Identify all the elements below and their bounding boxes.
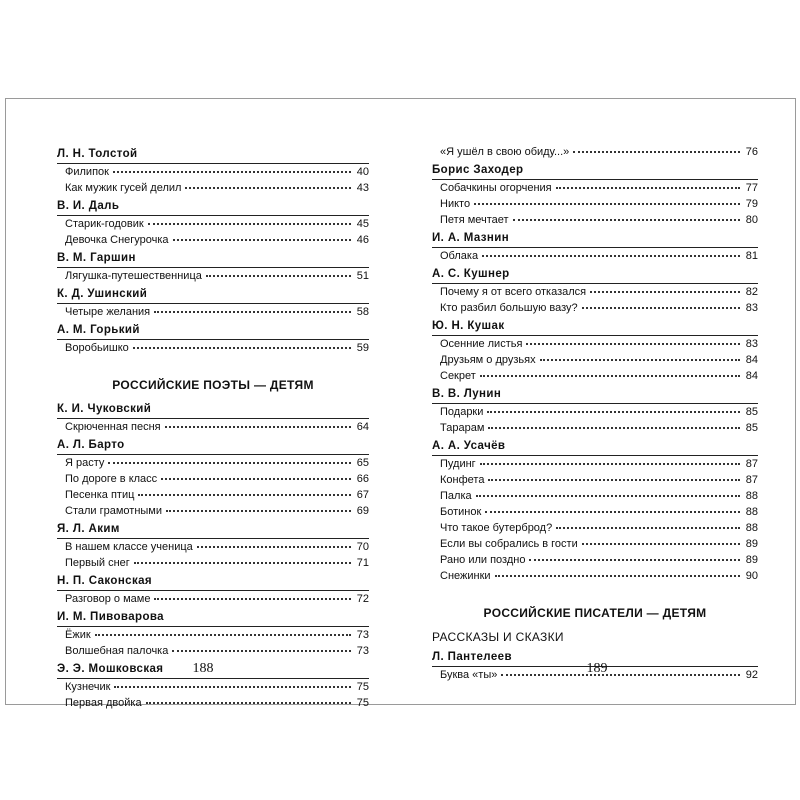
dot-leader — [166, 510, 351, 512]
entry-title: Тарарам — [440, 422, 485, 434]
author-name: В. И. Даль — [57, 200, 120, 212]
dot-leader — [138, 494, 351, 496]
toc-entry — [57, 232, 369, 248]
toc-entry — [57, 180, 369, 196]
entry-page-number: 82 — [745, 286, 758, 298]
entry-title: Песенка птиц — [65, 489, 135, 501]
entry-page-number: 81 — [745, 250, 758, 262]
entry-title: Ёжик — [65, 629, 91, 641]
toc-entry — [57, 539, 369, 555]
dot-leader — [154, 311, 351, 313]
toc-entry — [57, 487, 369, 503]
author-group — [57, 574, 369, 607]
dot-leader — [165, 426, 351, 428]
entry-page-number: 84 — [745, 354, 758, 366]
dot-leader — [513, 219, 740, 221]
right-lead-entries — [432, 144, 758, 160]
entry-title: Старик-годовик — [65, 218, 144, 230]
author-name: А. М. Горький — [57, 324, 140, 336]
entry-title: Стали грамотными — [65, 505, 163, 517]
entry-page-number: 67 — [356, 489, 369, 501]
entry-title: В нашем классе ученица — [65, 541, 193, 553]
author-group — [432, 439, 758, 584]
entry-page-number: 51 — [356, 270, 369, 282]
author-group — [432, 267, 758, 316]
entry-page-number: 71 — [356, 557, 369, 569]
entry-page-number: 43 — [356, 182, 369, 194]
toc-entry — [57, 503, 369, 519]
entry-title: Снежинки — [440, 570, 491, 582]
entry-title: Кто разбил большую вазу? — [440, 302, 578, 314]
toc-entry — [432, 196, 758, 212]
entry-page-number: 89 — [745, 554, 758, 566]
right-section-title: РОССИЙСКИЕ ПИСАТЕЛИ — ДЕТЯМ — [483, 606, 707, 620]
dot-leader — [474, 203, 740, 205]
entry-page-number: 88 — [745, 506, 758, 518]
author-group — [57, 610, 369, 659]
author-name: Н. П. Саконская — [57, 575, 153, 587]
dot-leader — [113, 171, 351, 173]
toc-entry — [432, 420, 758, 436]
entry-page-number: 87 — [745, 458, 758, 470]
dot-leader — [482, 255, 740, 257]
author-name: В. М. Гаршин — [57, 252, 136, 264]
author-group — [57, 438, 369, 519]
toc-entry — [57, 695, 369, 711]
toc-entry — [57, 216, 369, 232]
author-group — [57, 522, 369, 571]
dot-leader — [480, 463, 740, 465]
entry-page-number: 85 — [745, 422, 758, 434]
entry-title: Первая двойка — [65, 697, 142, 709]
dot-leader — [197, 546, 351, 548]
entry-title: Петя мечтает — [440, 214, 509, 226]
entry-page-number: 75 — [356, 697, 369, 709]
entry-title: Скрюченная песня — [65, 421, 161, 433]
toc-entry — [432, 248, 758, 264]
page-number-right: 189 — [586, 661, 608, 676]
entry-page-number: 59 — [356, 342, 369, 354]
entry-title: По дороге в класс — [65, 473, 158, 485]
entry-title: Подарки — [440, 406, 484, 418]
entry-title: Ботинок — [440, 506, 482, 518]
entry-title: Почему я от всего отказался — [440, 286, 587, 298]
entry-title: Лягушка-путешественница — [65, 270, 202, 282]
entry-page-number: 87 — [745, 474, 758, 486]
entry-title: Палка — [440, 490, 472, 502]
entry-title: Как мужик гусей делил — [65, 182, 182, 194]
toc-entry — [432, 180, 758, 196]
right-page — [400, 99, 794, 704]
dot-leader — [582, 307, 740, 309]
entry-title: Буква «ты» — [440, 669, 498, 681]
entry-title: Четыре желания — [65, 306, 151, 318]
entry-page-number: 83 — [745, 302, 758, 314]
entry-page-number: 77 — [745, 182, 758, 194]
entry-title: Секрет — [440, 370, 476, 382]
toc-entry — [432, 144, 758, 160]
entry-page-number: 88 — [745, 490, 758, 502]
author-group — [57, 287, 369, 320]
dot-leader — [529, 559, 740, 561]
toc-entry — [432, 552, 758, 568]
dot-leader — [172, 650, 351, 652]
dot-leader — [485, 511, 740, 513]
toc-entry — [432, 300, 758, 316]
toc-entry — [57, 340, 369, 356]
toc-entry — [57, 591, 369, 607]
author-name: К. Д. Ушинский — [57, 288, 148, 300]
toc-entry — [57, 643, 369, 659]
entry-page-number: 76 — [745, 146, 758, 158]
author-name: Э. Э. Мошковская — [57, 663, 164, 675]
entry-page-number: 66 — [356, 473, 369, 485]
author-name: А. А. Усачёв — [432, 440, 506, 452]
left-section-title: РОССИЙСКИЕ ПОЭТЫ — ДЕТЯМ — [112, 378, 314, 392]
toc-entry — [432, 520, 758, 536]
author-group — [432, 231, 758, 264]
entry-page-number: 79 — [745, 198, 758, 210]
entry-page-number: 73 — [356, 629, 369, 641]
author-group — [432, 163, 758, 228]
toc-entry — [432, 284, 758, 300]
author-group — [432, 319, 758, 384]
entry-title: Осенние листья — [440, 338, 523, 350]
toc-entry — [57, 419, 369, 435]
toc-entry — [432, 368, 758, 384]
entry-title: Конфета — [440, 474, 485, 486]
author-name: Борис Заходер — [432, 164, 524, 176]
dot-leader — [556, 527, 740, 529]
toc-entry — [432, 212, 758, 228]
left-page — [6, 99, 400, 709]
author-group — [57, 147, 369, 196]
author-name: В. В. Лунин — [432, 388, 502, 400]
subsection-title: РАССКАЗЫ И СКАЗКИ — [432, 630, 564, 644]
dot-leader — [526, 343, 740, 345]
dot-leader — [206, 275, 351, 277]
dot-leader — [488, 479, 740, 481]
dot-leader — [108, 462, 351, 464]
author-group — [57, 199, 369, 248]
toc-entry — [432, 352, 758, 368]
entry-page-number: 65 — [356, 457, 369, 469]
entry-title: Волшебная палочка — [65, 645, 169, 657]
book-spread — [5, 98, 796, 709]
toc-entry — [57, 627, 369, 643]
author-name: К. И. Чуковский — [57, 403, 152, 415]
entry-title: Пудинг — [440, 458, 476, 470]
toc-entry — [432, 336, 758, 352]
page-number-left: 188 — [192, 661, 214, 676]
entry-title: Никто — [440, 198, 471, 210]
entry-title: Что такое бутерброд? — [440, 522, 553, 534]
dot-leader — [161, 478, 351, 480]
entry-title: Воробьишко — [65, 342, 129, 354]
dot-leader — [185, 187, 351, 189]
author-group — [57, 251, 369, 284]
entry-title: Рано или поздно — [440, 554, 526, 566]
entry-page-number: 84 — [745, 370, 758, 382]
dot-leader — [154, 598, 351, 600]
entry-title: Если вы собрались в гости — [440, 538, 578, 550]
toc-entry — [432, 488, 758, 504]
entry-page-number: 90 — [745, 570, 758, 582]
entry-page-number: 73 — [356, 645, 369, 657]
toc-entry — [432, 472, 758, 488]
dot-leader — [495, 575, 740, 577]
toc-entry — [57, 164, 369, 180]
dot-leader — [582, 543, 740, 545]
author-name: А. Л. Барто — [57, 439, 125, 451]
dot-leader — [488, 427, 740, 429]
dot-leader — [148, 223, 351, 225]
entry-page-number: 45 — [356, 218, 369, 230]
author-group — [57, 323, 369, 356]
right-toc-column — [432, 144, 758, 683]
entry-page-number: 64 — [356, 421, 369, 433]
toc-entry — [432, 404, 758, 420]
entry-title: Девочка Снегурочка — [65, 234, 169, 246]
dot-leader — [556, 187, 740, 189]
author-name: Л. Н. Толстой — [57, 148, 138, 160]
dot-leader — [114, 686, 351, 688]
author-name: Л. Пантелеев — [432, 651, 512, 663]
toc-entry — [432, 568, 758, 584]
dot-leader — [133, 347, 351, 349]
toc-entry — [57, 471, 369, 487]
entry-page-number: 72 — [356, 593, 369, 605]
author-name: А. С. Кушнер — [432, 268, 510, 280]
entry-page-number: 58 — [356, 306, 369, 318]
entry-title: Друзьям о друзьях — [440, 354, 536, 366]
toc-entry — [57, 455, 369, 471]
entry-page-number: 89 — [745, 538, 758, 550]
entry-title: Филипок — [65, 166, 109, 178]
right-author-groups-before — [432, 163, 758, 584]
entry-title: Кузнечик — [65, 681, 111, 693]
dot-leader — [134, 562, 351, 564]
author-group — [57, 402, 369, 435]
toc-entry — [57, 304, 369, 320]
dot-leader — [95, 634, 351, 636]
toc-entry — [432, 536, 758, 552]
dot-leader — [480, 375, 740, 377]
entry-page-number: 92 — [745, 669, 758, 681]
entry-page-number: 40 — [356, 166, 369, 178]
entry-title: «Я ушёл в свою обиду...» — [440, 146, 570, 158]
toc-entry — [57, 679, 369, 695]
toc-entry — [432, 504, 758, 520]
left-author-groups-before — [57, 147, 369, 356]
toc-entry — [57, 268, 369, 284]
entry-page-number: 69 — [356, 505, 369, 517]
dot-leader — [487, 411, 740, 413]
entry-title: Облака — [440, 250, 479, 262]
dot-leader — [146, 702, 351, 704]
entry-page-number: 80 — [745, 214, 758, 226]
dot-leader — [476, 495, 740, 497]
author-name: И. А. Мазнин — [432, 232, 510, 244]
entry-title: Я расту — [65, 457, 105, 469]
dot-leader — [590, 291, 740, 293]
entry-page-number: 75 — [356, 681, 369, 693]
entry-page-number: 70 — [356, 541, 369, 553]
entry-page-number: 46 — [356, 234, 369, 246]
author-name: Ю. Н. Кушак — [432, 320, 505, 332]
author-name: И. М. Пивоварова — [57, 611, 164, 623]
left-toc-column — [57, 144, 369, 711]
entry-title: Собачкины огорчения — [440, 182, 552, 194]
entry-title: Разговор о маме — [65, 593, 151, 605]
entry-page-number: 83 — [745, 338, 758, 350]
author-name: Я. Л. Аким — [57, 523, 120, 535]
entry-title: Первый снег — [65, 557, 130, 569]
author-group — [432, 387, 758, 436]
toc-entry — [432, 456, 758, 472]
dot-leader — [540, 359, 740, 361]
dot-leader — [173, 239, 351, 241]
entry-page-number: 85 — [745, 406, 758, 418]
toc-entry — [57, 555, 369, 571]
dot-leader — [573, 151, 740, 153]
entry-page-number: 88 — [745, 522, 758, 534]
